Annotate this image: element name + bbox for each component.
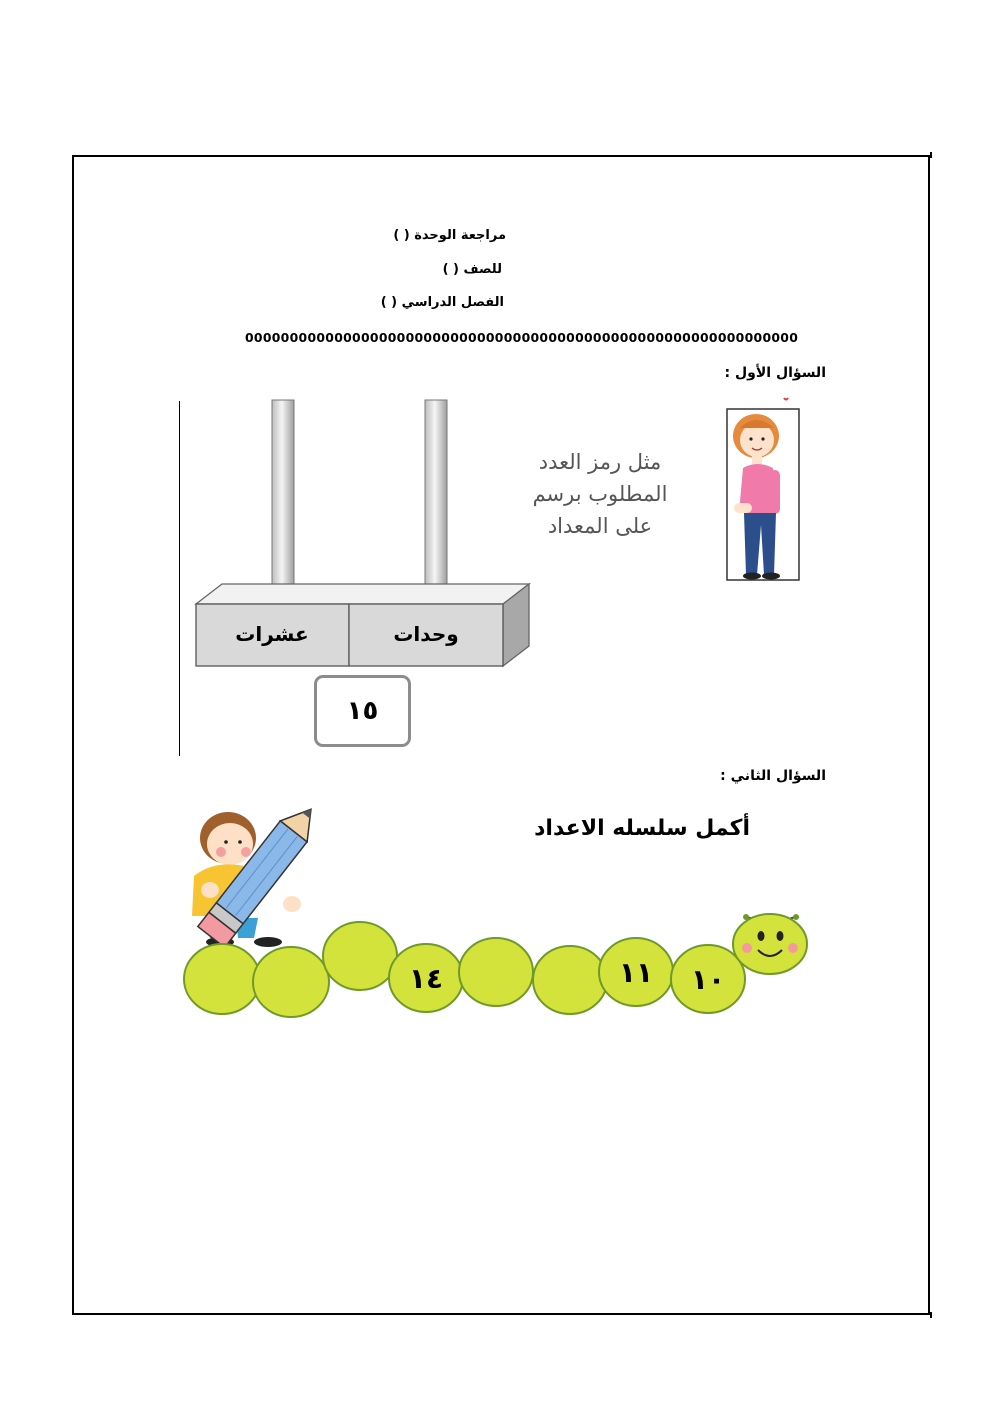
caterpillar-number: ١٤: [408, 962, 444, 995]
caterpillar-segment[interactable]: [323, 922, 397, 990]
question2-instruction: أكمل سلسله الاعداد: [534, 816, 750, 841]
caterpillar-number-sequence: [180, 910, 810, 1010]
caterpillar-segment[interactable]: [533, 946, 607, 1014]
left-margin-line: [179, 401, 180, 756]
caterpillar-number: ١١: [618, 956, 654, 989]
unit-review-line: مراجعة الوحدة ( ): [393, 228, 506, 243]
question2-title: السؤال الثاني :: [720, 768, 826, 784]
abacus-units-rod[interactable]: [425, 400, 447, 595]
frame-corner-mark: [930, 1312, 932, 1318]
question1-title: السؤال الأول :: [724, 365, 826, 381]
caterpillar-head: [733, 914, 807, 974]
frame-corner-mark: [930, 152, 932, 158]
semester-line: الفصل الدراسي ( ): [380, 295, 504, 310]
abacus-units-label: وحدات: [393, 622, 459, 646]
caterpillar-segment[interactable]: [459, 938, 533, 1006]
separator-line: 00000000000000000000000000000000000000000000000000000000000000: [245, 330, 799, 345]
abacus[interactable]: [195, 400, 535, 670]
target-number-box: ١٥: [314, 675, 411, 747]
girl-illustration: [726, 398, 800, 582]
caterpillar-segment[interactable]: [184, 944, 260, 1014]
caterpillar-segment[interactable]: [253, 947, 329, 1017]
page-frame: [72, 155, 930, 1315]
abacus-tens-label: عشرات: [235, 622, 309, 646]
grade-line: للصف ( ): [442, 262, 502, 277]
caterpillar-number: ١٠: [690, 963, 726, 996]
question1-instruction: مثل رمز العدد المطلوب برسم على المعداد: [532, 450, 668, 538]
abacus-tens-rod[interactable]: [272, 400, 294, 595]
